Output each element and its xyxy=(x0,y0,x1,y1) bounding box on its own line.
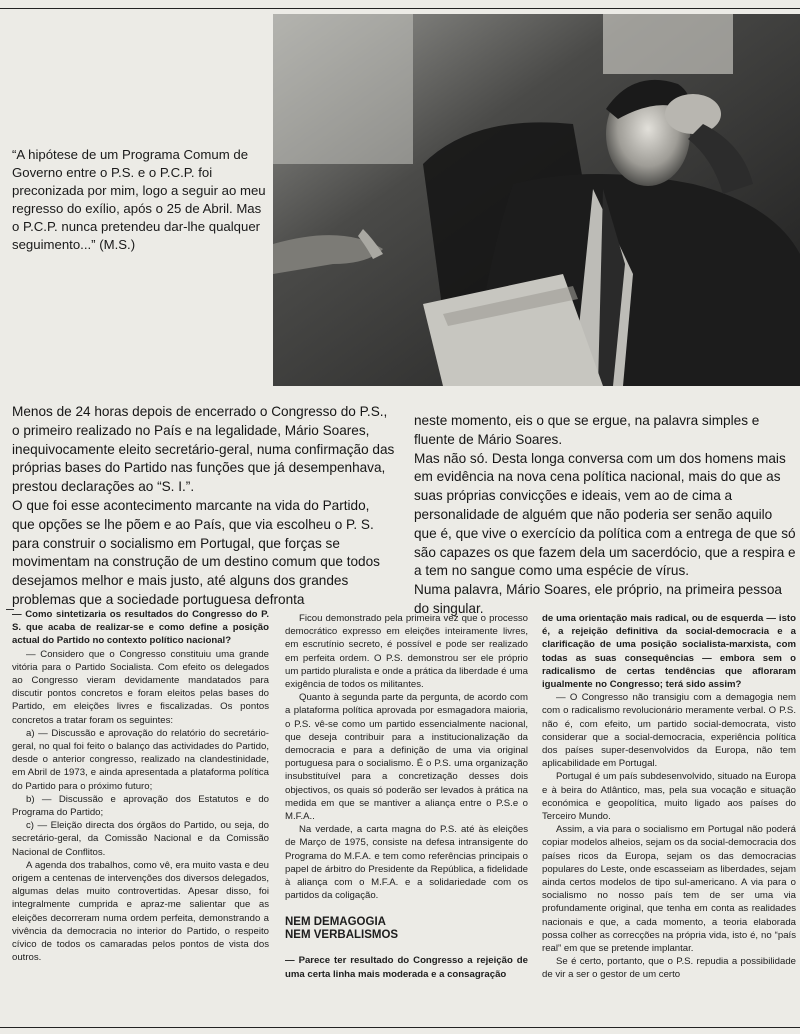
body-paragraph: c) — Eleição directa dos órgãos do Partido, ou seja, do secretário-geral, da Comissão Nacional e da Comissão Nacional de Conflitos. xyxy=(12,820,269,858)
interview-question: — Como sintetizaria os resultados do Congresso do P. S. que acaba de realizar-se e como define a posição actual do Partido no contexto político nacional? xyxy=(12,609,269,647)
pull-quote: “A hipótese de um Programa Comum de Governo entre o P.S. e o P.C.P. foi preconizada por mim, logo a seguir ao meu regresso do exílio, após o 25 de Abril. Mas o P.C.P. nunca pretendeu dar-lhe qualquer seguimento...” (M.S.) xyxy=(12,147,266,252)
subhead-line: NEM DEMAGOGIA xyxy=(285,916,386,929)
lead-paragraph: Menos de 24 horas depois de encerrado o Congresso do P.S., o primeiro realizado no País e na legalidade, Mário Soares, inequivocamente eleito secretário-geral, numa confirmação das próprias bases do Partido nas funções que já desempenhava, prestou declarações ao “S. I.”. xyxy=(12,404,395,495)
body-paragraph: — O Congresso não transigiu com a demagogia nem com o radicalismo revolucionário meramente verbal. O P.S. não é, com efeito, um partido social-democrata, visto considerar que a social-democracia, experiência política dos países super-desenvolvidos da Europa, não tem aplicabilidade em Portugal. xyxy=(542,692,796,770)
portrait-photo xyxy=(273,14,800,386)
lead-column-left xyxy=(12,403,395,610)
lead-paragraph: Mas não só. Desta longa conversa com um dos homens mais em evidência na nova cena política nacional, mais do que as suas próprias convicções e ideais, vem ao de cima a personalidade de alguém que não poderia ser senão aquilo que é, que vive o exercício da política com a entrega de que só são capazes os que fazem dela um sacerdócio, que a respira e a tem no sangue como uma espécie de vírus. xyxy=(414,450,796,579)
body-column-3 xyxy=(542,612,796,982)
lead-paragraph: O que foi esse acontecimento marcante na vida do Partido, que opções se lhe põem e ao País, que via escolheu o P. S. para construir o socialismo em Portugal, que forças se movimentam na construção de um destino comum que todos desejamos melhor e mais justo, até alguns dos grandes problemas que a sociedade portuguesa defronta xyxy=(12,497,380,607)
body-paragraph: — Considero que o Congresso constituiu uma grande vitória para o Partido Socialista. Com efeito os delegados ao Congresso vieram devidamente mandatados para discutir pontos concretos e foram eleitos pelas bases do Partido, em eleições livres e fiscalizadas. Os pontos concretos a tratar foram os seguintes: xyxy=(12,648,269,726)
body-paragraph: Se é certo, portanto, que o P.S. repudia a possibilidade de vir a ser o gestor de um certo xyxy=(542,956,796,981)
interview-question: — Parece ter resultado do Congresso a rejeição de uma certa linha mais moderada e a consagração xyxy=(285,955,528,980)
lead-column-right xyxy=(414,412,796,619)
lead-paragraph: Numa palavra, Mário Soares, ele próprio, na primeira pessoa do singular. xyxy=(414,582,782,616)
top-rule xyxy=(0,8,800,9)
body-paragraph: Assim, a via para o socialismo em Portugal não poderá copiar modelos alheios, sejam os da social-democracia dos países ricos da Europa, sejam os das democracias populares do Leste, onde escasseiam as liberdades, sejam ainda certos modelos de tipo sul-americano. A via para o socialismo no nosso país tem de ser uma via profundamente original, que tenha em conta as realidades nacionais e que, a cada momento, a teoria elaborada possa colher as correcções na própria vida, isto é, no “país real” em que se pretende implantar. xyxy=(542,824,796,955)
interview-question: de uma orientação mais radical, ou de esquerda — isto é, a rejeição definitiva da social-democracia e a clarificação de uma posição socialista-marxista, com todas as suas consequências — embora sem o radicalismo de certas tendências que afloraram igualmente no Congresso; terá sido assim? xyxy=(542,613,796,691)
body-paragraph: Portugal é um país subdesenvolvido, situado na Europa e à beira do Atlântico, mas, pela sua vocação e situação económica e geopolítica, muito ligado aos países do Terceiro Mundo. xyxy=(542,771,796,823)
subhead-line: NEM VERBALISMOS xyxy=(285,929,399,942)
body-column-2 xyxy=(285,612,528,981)
bottom-rule xyxy=(0,1027,800,1028)
body-paragraph: a) — Discussão e aprovação do relatório do secretário-geral, no qual foi feito o balanço das actividades do Partido, desde o anterior congresso, realizado na clandestinidade, em Abril de 1973, e ainda apresentada a plataforma política do Partido para o próximo futuro; xyxy=(12,727,269,792)
body-paragraph: b) — Discussão e aprovação dos Estatutos e do Programa do Partido; xyxy=(12,793,269,819)
section-subhead xyxy=(285,916,528,942)
body-paragraph: Ficou demonstrado pela primeira vez que o processo democrático expresso em eleições inteiramente livres, em escrutínio secreto, é possível e pode ser realizado em perfeita ordem. O P.S. demonstrou ser ele próprio um partido pluralista e onde a prática da liberdade é uma exigência de todos os militantes. xyxy=(285,613,528,691)
lead-paragraph: neste momento, eis o que se ergue, na palavra simples e fluente de Mário Soares. xyxy=(414,413,760,447)
body-paragraph: A agenda dos trabalhos, como vê, era muito vasta e deu origem a centenas de intervenções dos diversos delegados, algumas delas muito controvertidas. Apesar disso, foi integralmente cumprida e apraz-me salientar que as eleições decorreram numa ordem perfeita, demonstrando a vivência da democracia no interior do Partido, o respeito cívico de todos os camaradas pelos pontos de vista dos outros. xyxy=(12,859,269,964)
body-paragraph: Na verdade, a carta magna do P.S. até às eleições de Março de 1975, consiste na defesa intransigente do Programa do M.F.A. e tem como referências principais o papel de árbitro do Presidente da República, a fidelidade à aliança com o M.F.A. e a solidariedade com os partidos da coligação. xyxy=(285,824,528,902)
body-paragraph: Quanto à segunda parte da pergunta, de acordo com a plataforma política aprovada por esmagadora maioria, o P.S. vê-se como um partido essencialmente nacional, que deseja contribuir para a institucionalização da democracia e para a definição de uma via original portuguesa para o socialismo. É o P.S. uma organização insubstituível para a concretização desses dois objectivos, os quais só poderão ser levados à prática na medida em que se mantiver a aliança entre o P.S.e o M.F.A.. xyxy=(285,692,528,823)
body-column-1 xyxy=(12,608,269,964)
